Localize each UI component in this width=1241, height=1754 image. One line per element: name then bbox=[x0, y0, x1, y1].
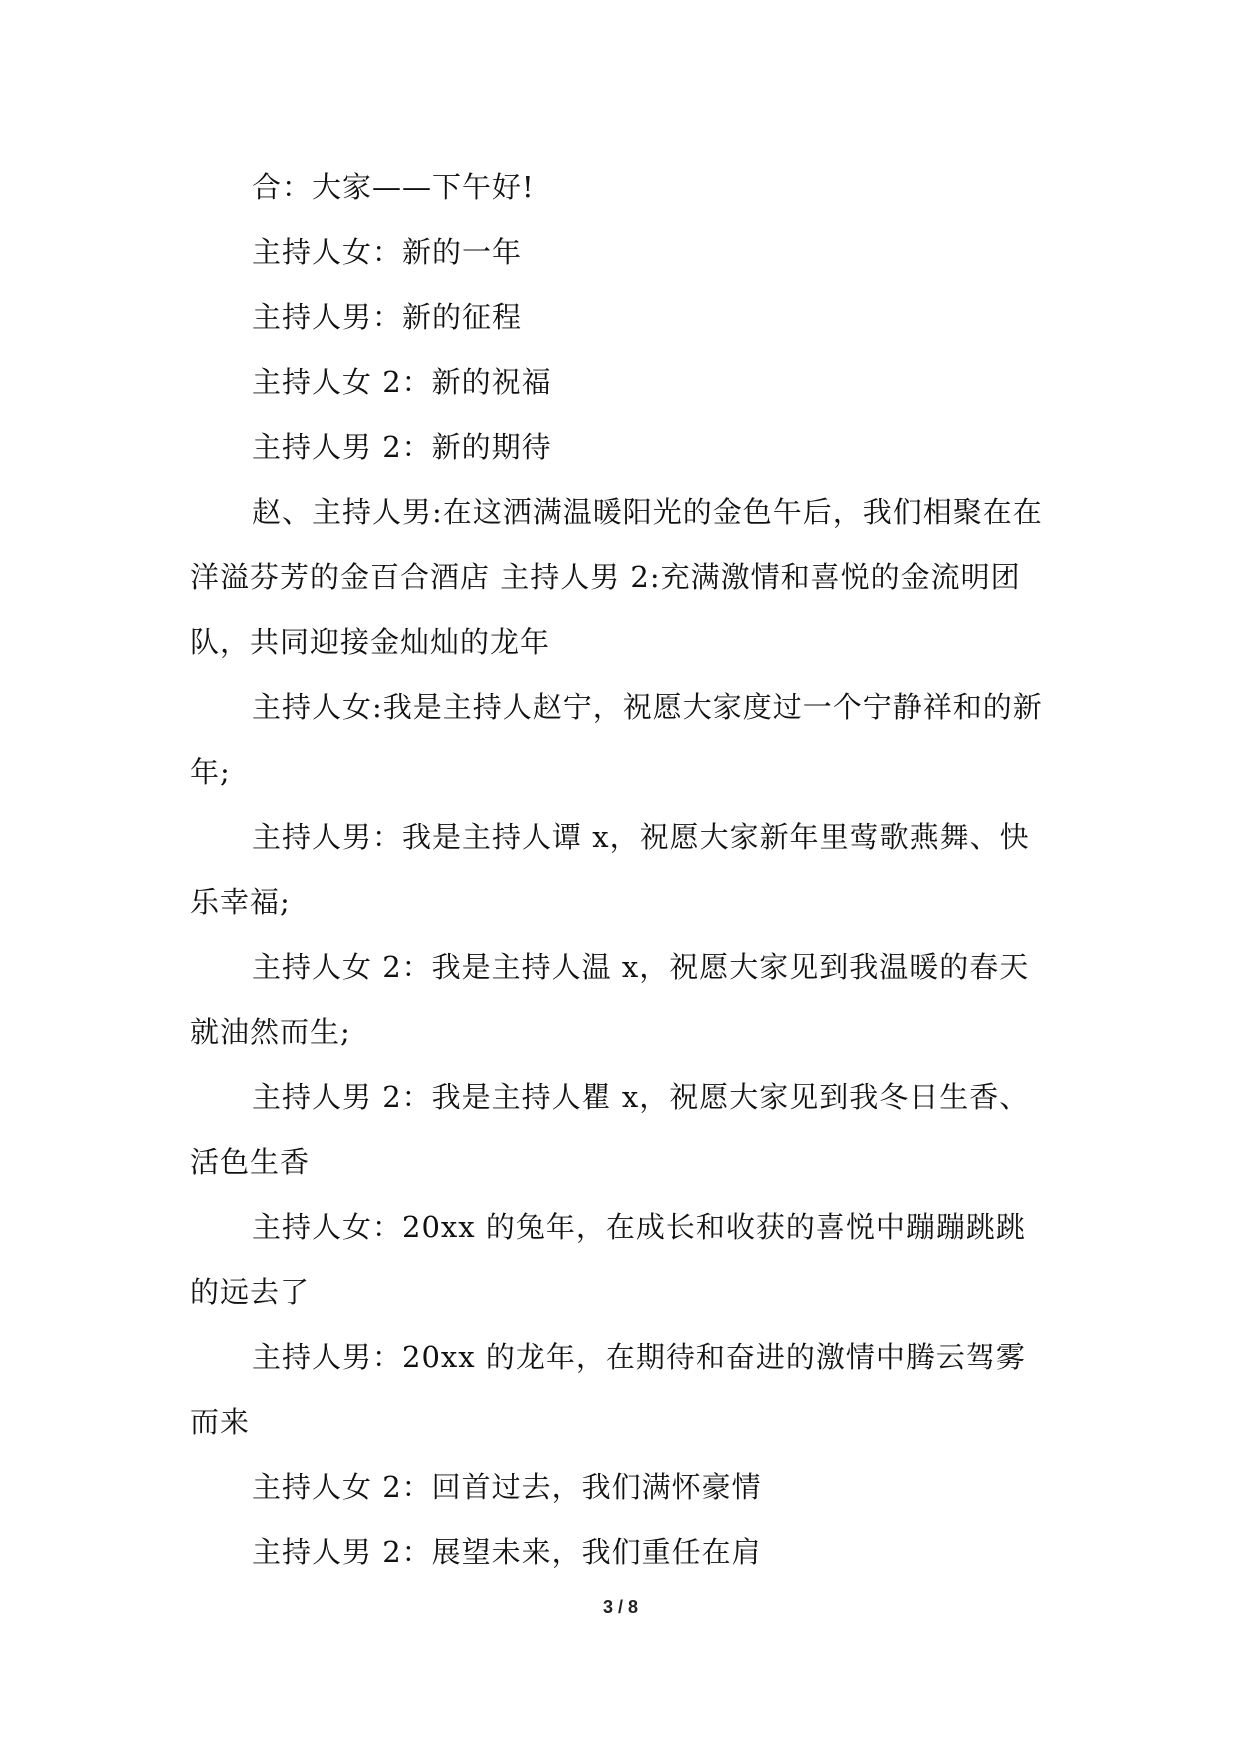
paragraph: 主持人女：20xx 的兔年，在成长和收获的喜悦中蹦蹦跳跳的远去了 bbox=[190, 1210, 1026, 1309]
paragraph: 主持人女 2：回首过去，我们满怀豪情 bbox=[252, 1470, 762, 1504]
paragraph: 主持人女:我是主持人赵宁，祝愿大家度过一个宁静祥和的新年; bbox=[190, 690, 1043, 789]
page-number: 3 / 8 bbox=[602, 1597, 639, 1617]
paragraph: 赵、主持人男:在这洒满温暖阳光的金色午后，我们相聚在在洋溢芬芳的金百合酒店 主持人男 2:充满激情和喜悦的金流明团队，共同迎接金灿灿的龙年 bbox=[190, 495, 1043, 659]
paragraph: 主持人男：20xx 的龙年，在期待和奋进的激情中腾云驾雾而来 bbox=[190, 1340, 1026, 1439]
paragraph: 主持人男：新的征程 bbox=[252, 300, 523, 334]
paragraph: 主持人女：新的一年 bbox=[252, 235, 523, 269]
paragraph: 主持人女 2：新的祝福 bbox=[252, 365, 552, 399]
paragraph: 主持人男 2：新的期待 bbox=[252, 430, 552, 464]
paragraph: 主持人女 2：我是主持人温 x，祝愿大家见到我温暖的春天就油然而生; bbox=[190, 950, 1030, 1049]
paragraph: 主持人男 2：展望未来，我们重任在肩 bbox=[252, 1535, 762, 1569]
document-body bbox=[190, 155, 1052, 1585]
paragraph: 主持人男 2：我是主持人瞿 x，祝愿大家见到我冬日生香、活色生香 bbox=[190, 1080, 1030, 1179]
paragraph: 主持人男：我是主持人谭 x，祝愿大家新年里莺歌燕舞、快乐幸福; bbox=[190, 820, 1030, 919]
paragraph: 合：大家——下午好! bbox=[252, 170, 535, 204]
